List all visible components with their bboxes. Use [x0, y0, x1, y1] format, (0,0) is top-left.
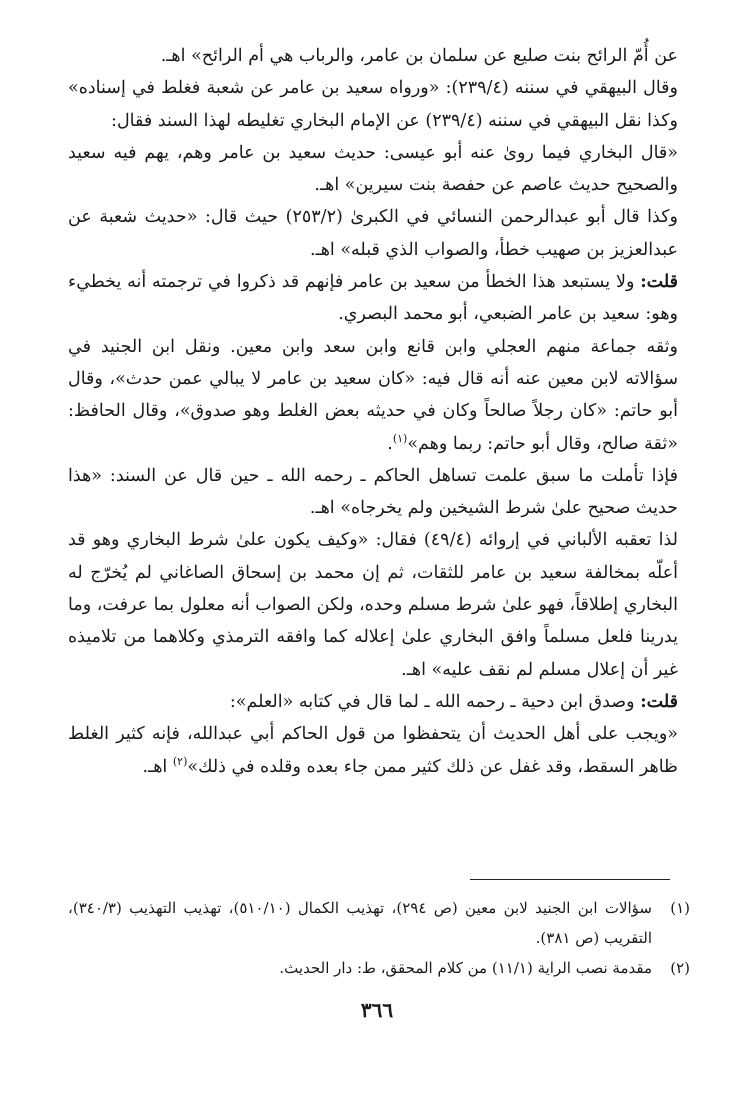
paragraph-5-text: ولا يستبعد هذا الخطأ من سعيد بن عامر فإنهم قد ذكروا في ترجمته أنه يخطيء وهو: سعيد بن عامر الضبعي، أبو محمد البصري.: [68, 272, 678, 325]
paragraph-10-end: اهـ.: [142, 756, 173, 777]
paragraph-10: [68, 718, 678, 783]
footnote-number: (٢): [670, 959, 690, 977]
paragraph-9-text: وصدق ابن دحية ـ رحمه الله ـ لما قال في كتابه «العلم»:: [229, 691, 641, 712]
footnote-2: [68, 953, 690, 983]
paragraph-5: [68, 266, 678, 331]
footnote-divider: [470, 879, 670, 880]
paragraph-1: عن أُمّ الرائح بنت صليع عن سلمان بن عامر، والرباب هي أم الرائح» اهـ.: [160, 46, 678, 66]
page-number: ٣٦٦: [360, 998, 394, 1022]
main-text: [68, 40, 678, 783]
footnote-ref-2[interactable]: (٢): [172, 754, 188, 768]
paragraph-9: [68, 686, 678, 718]
paragraph-10-text: «ويجب على أهل الحديث أن يتحفظوا من قول الحاكم أبي عبدالله، فإنه كثير الغلط ظاهر السقط، وقد غفل عن ذلك كثير ممن جاء بعده وقلده في ذلك»: [68, 724, 678, 777]
paragraph-4: وكذا قال أبو عبدالرحمن النسائي في الكبرىٰ (٢٥٣/٢) حيث قال: «حديث شعبة عن عبدالعزيز بن صهيب خطأ، والصواب الذي قبله» اهـ.: [68, 207, 678, 260]
footnotes: [68, 893, 690, 983]
footnote-ref-1[interactable]: (١): [392, 431, 408, 445]
footnote-text: مقدمة نصب الراية (١١/١) من كلام المحقق، ط: دار الحديث.: [279, 959, 652, 977]
qultu-label: قلت:: [640, 272, 678, 293]
footnote-number: (١): [670, 899, 690, 917]
paragraph-3: «قال البخاري فيما روىٰ عنه أبو عيسى: حديث سعيد بن عامر وهم، يهم فيه سعيد والصحيح حديث عاصم عن حفصة بنت سيرين» اهـ.: [68, 142, 678, 196]
footnote-text: سؤالات ابن الجنيد لابن معين (ص ٢٩٤)، تهذيب الكمال (٥١٠/١٠)، تهذيب التهذيب (٣٤٠/٣)، التقريب (ص ٣٨١).: [68, 899, 653, 947]
paragraph-2: وقال البيهقي في سننه (٢٣٩/٤): «ورواه سعيد بن عامر عن شعبة فغلط في إسناده» وكذا نقل البيهقي في سننه (٢٣٩/٤) عن الإمام البخاري تغليطه لهذا السند فقال:: [68, 78, 678, 131]
paragraph-8: لذا تعقبه الألباني في إروائه (٤٩/٤) فقال: «وكيف يكون علىٰ شرط البخاري وهو قد أعلّه بمخالفة سعيد بن عامر للثقات، ثم إن محمد بن إسحاق الصاغاني لم يُخرّج له البخاري إطلاقاً، فهو علىٰ شرط مسلم وحده، ولكن الصواب أنه معلول بما عرفت، وما يدرينا فلعل مسلماً وافق البخاري علىٰ إعلاله كما وافقه الترمذي وكلاهما من تلاميذه غير أن إعلال مسلم لم نقف عليه» اهـ.: [68, 530, 678, 680]
footnote-1: [68, 893, 690, 953]
paragraph-7: فإذا تأملت ما سبق علمت تساهل الحاكم ـ رحمه الله ـ حين قال عن السند: «هذا حديث صحيح علىٰ شرط الشيخين ولم يخرجاه» اهـ.: [68, 465, 678, 519]
qultu-label: قلت:: [640, 691, 678, 712]
paragraph-6: [68, 331, 678, 460]
paragraph-6-end: .: [387, 433, 393, 454]
paragraph-6-text: وثقه جماعة منهم العجلي وابن قانع وابن سعد وابن معين. ونقل ابن الجنيد في سؤالاته لابن معين عنه أنه قال فيه: «كان سعيد بن عامر لا يبالي عمن حدث»، وقال أبو حاتم: «كان رجلاً صالحاً وكان في حديثه بعض الغلط وهو صدوق»، وقال الحافظ: «ثقة صالح، وقال أبو حاتم: ربما وهم»: [68, 336, 679, 454]
